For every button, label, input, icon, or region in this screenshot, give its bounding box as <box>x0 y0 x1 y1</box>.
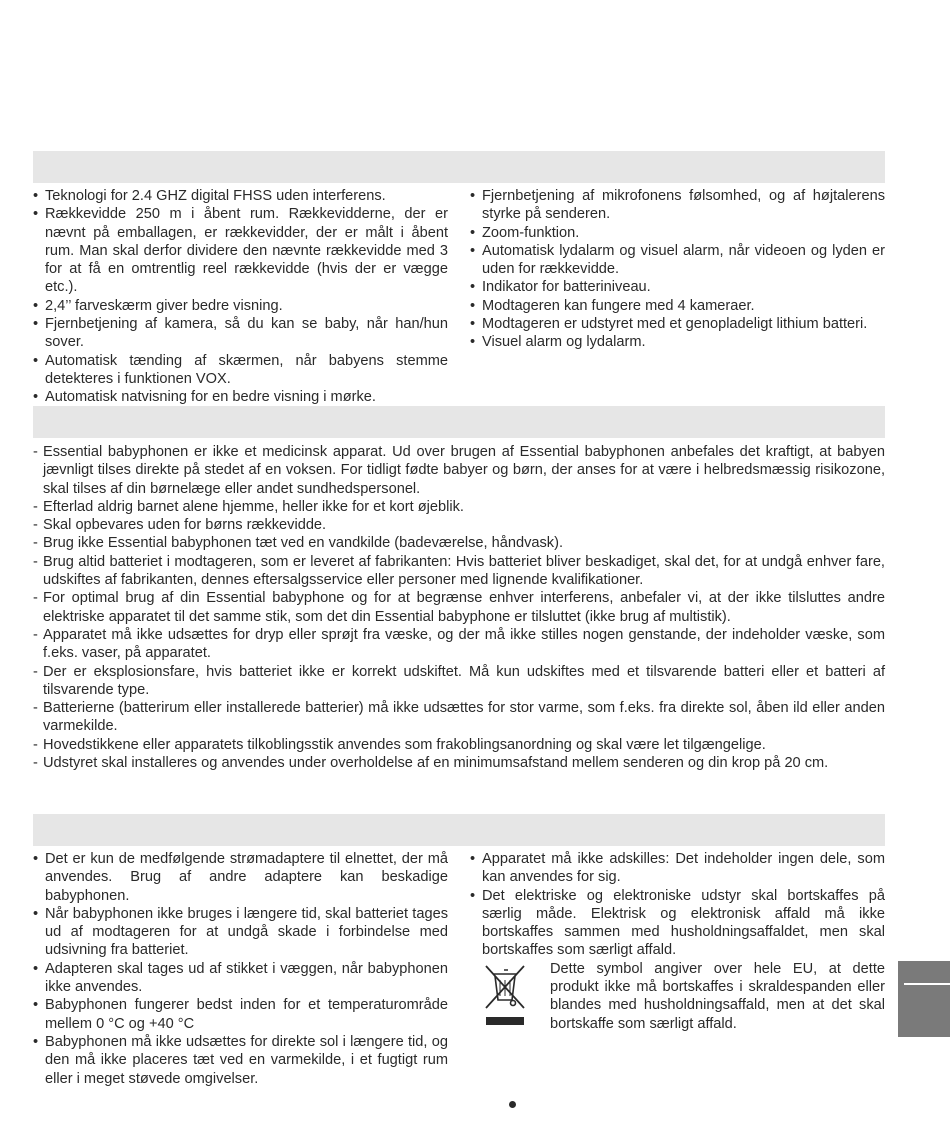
list-item: • Automatisk natvisning for en bedre visning i mørke. <box>33 388 448 406</box>
list-item: • Zoom-funktion. <box>470 224 885 242</box>
page-marker-dot <box>509 1101 516 1108</box>
list-item: • Det elektriske og elektroniske udstyr skal bortskaffes på særlig måde. Elektrisk og elektronisk affald må ikke bortskaffes sammen med husholdningsaffaldet, men skal bortskaffes som særligt affald. <box>470 887 885 960</box>
list-item: • Indikator for batteriniveau. <box>470 278 885 296</box>
section-header-band-care <box>33 814 885 846</box>
list-item: - Brug altid batteriet i modtageren, som er leveret af fabrikanten: Hvis batteriet bliver beskadiget, skal det, for at undgå enhver fare, udskiftes af fabrikanten, dennes eftersalgsservice eller personer med lignende kvalifikationer. <box>33 553 885 590</box>
list-item: • Fjernbetjening af mikrofonens følsomhed, og af højtalerens styrke på senderen. <box>470 187 885 224</box>
list-item: - Essential babyphonen er ikke et medicinsk apparat. Ud over brugen af Essential babyphonen anbefales det kraftigt, at babyen jævnligt tilses direkte på stedet af en voksen. For tidligt fødte babyer og børn, der anses for at være i helbredsmæssig risikozone, skal tilses af din børnelæge eller andet sundhedspersonel. <box>33 443 885 498</box>
list-item: • Automatisk tænding af skærmen, når babyens stemme detekteres i funktionen VOX. <box>33 352 448 389</box>
list-item: - Der er eksplosionsfare, hvis batteriet ikke er korrekt udskiftet. Må kun udskiftes med et tilsvarende batteri eller et batteri af tilsvarende type. <box>33 663 885 700</box>
features-list-left <box>33 187 448 407</box>
list-item: • Det er kun de medfølgende strømadaptere til elnettet, der må anvendes. Brug af andre adaptere kan beskadige babyphonen. <box>33 850 448 905</box>
list-item: - Apparatet må ikke udsættes for dryp eller sprøjt fra væske, og der må ikke stilles nogen genstande, der indeholder væske, som f.eks. vaser, på apparatet. <box>33 626 885 663</box>
list-item: • 2,4’’ farveskærm giver bedre visning. <box>33 297 448 315</box>
care-list-right <box>470 850 885 960</box>
list-item: • Apparatet må ikke adskilles: Det indeholder ingen dele, som kan anvendes for sig. <box>470 850 885 887</box>
section-header-band-features <box>33 151 885 183</box>
list-item: - For optimal brug af din Essential babyphone og for at begrænse enhver interferens, anbefaler vi, at der ikke tilsluttes andre elektriske apparatet til det samme stik, som det din Essential babyphone er tilsluttet (ikke brug af multistik). <box>33 589 885 626</box>
list-item: • Adapteren skal tages ud af stikket i væggen, når babyphonen ikke anvendes. <box>33 960 448 997</box>
list-item: • Modtageren kan fungere med 4 kameraer. <box>470 297 885 315</box>
list-item: • Automatisk lydalarm og visuel alarm, når videoen og lyden er uden for rækkevidde. <box>470 242 885 279</box>
side-tab-marker <box>898 961 950 1037</box>
list-item: • Babyphonen må ikke udsættes for direkte sol i længere tid, og den må ikke placeres tæt ved en varmekilde, i et fugtigt rum eller i meget støvede omgivelser. <box>33 1033 448 1088</box>
features-list-right <box>470 187 885 352</box>
list-item: - Efterlad aldrig barnet alene hjemme, heller ikke for et kort øjeblik. <box>33 498 885 516</box>
list-item: • Når babyphonen ikke bruges i længere tid, skal batteriet tages ud af modtageren for at undgå skade i forbindelse med udsivning fra batteriet. <box>33 905 448 960</box>
list-item: - Skal opbevares uden for børns rækkevidde. <box>33 516 885 534</box>
weee-notice <box>470 960 885 1034</box>
crossed-out-wheelie-bin-icon <box>480 962 530 1026</box>
care-column-right <box>470 850 885 1034</box>
list-item: - Brug ikke Essential babyphonen tæt ved en vandkilde (badeværelse, håndvask). <box>33 534 885 552</box>
list-item: • Teknologi for 2.4 GHZ digital FHSS uden interferens. <box>33 187 448 205</box>
list-item: - Hovedstikkene eller apparatets tilkoblingsstik anvendes som frakoblingsanordning og skal være let tilgængelige. <box>33 736 885 754</box>
list-item: - Batterierne (batterirum eller installerede batterier) må ikke udsættes for stor varme, som f.eks. fra direkte sol, åben ild eller anden varmekilde. <box>33 699 885 736</box>
list-item: - Udstyret skal installeres og anvendes under overholdelse af en minimumsafstand mellem senderen og din krop på 20 cm. <box>33 754 885 772</box>
list-item: • Fjernbetjening af kamera, så du kan se baby, når han/hun sover. <box>33 315 448 352</box>
list-item: • Visuel alarm og lydalarm. <box>470 333 885 351</box>
side-tab-line <box>904 983 950 985</box>
care-list-left <box>33 850 448 1088</box>
list-item: • Babyphonen fungerer bedst inden for et temperaturområde mellem 0 °C og +40 °C <box>33 996 448 1033</box>
list-item: • Modtageren er udstyret med et genopladeligt lithium batteri. <box>470 315 885 333</box>
weee-text: Dette symbol angiver over hele EU, at dette produkt ikke må bortskaffes i skraldespanden eller blandes med husholdningsaffald, men at det skal bortskaffe som særligt affald. <box>550 960 885 1032</box>
list-item: • Rækkevidde 250 m i åbent rum. Rækkevidderne, der er nævnt på emballagen, er rækkevidder, der er målt i åbent rum. Man skal derfor dividere den nævnte rækkevidde med 3 for at få en omtrentlig reel rækkevidde (hvis der er vægge etc.). <box>33 205 448 296</box>
warnings-list <box>33 443 885 772</box>
section-header-band-warnings <box>33 406 885 438</box>
